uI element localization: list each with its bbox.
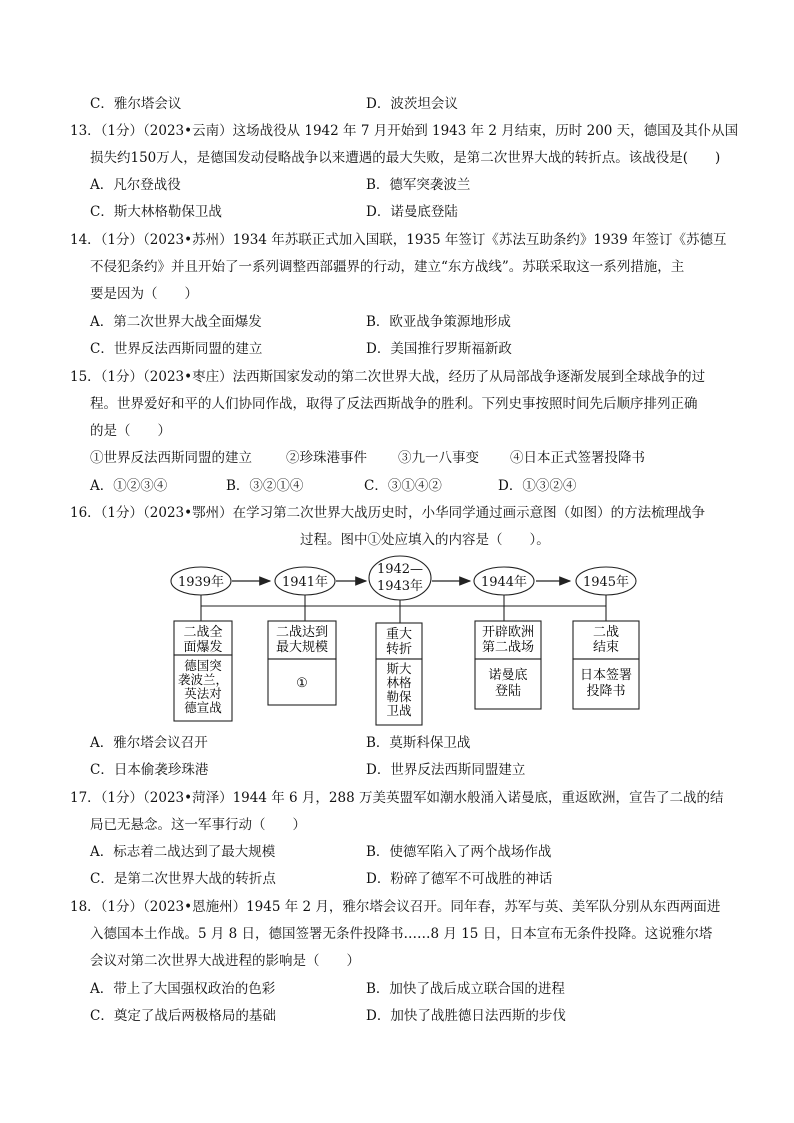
q16-option-a: A．雅尔塔会议召开 [90,735,208,751]
box-top-1944-l2: 第二战场 [481,640,535,655]
box-top-1939-l2: 面爆发 [183,640,223,655]
box-top-1941-l2: 最大规模 [275,640,329,655]
q15-event-items [90,448,645,468]
box-bottom-1942-l2: 林格 [386,675,412,690]
box-bottom-1945-l1: 日本签署 [579,668,633,683]
q15-event-3: ③九一八事变 [398,450,479,466]
box-bottom-1939-l4: 德宣战 [184,700,222,715]
q17-option-b: B．使德军陷入了两个战场作战 [366,844,552,860]
q15-option-a: A．①②③④ [90,478,168,494]
q15-options-row [90,476,576,496]
q14-option-b: B．欧亚战争策源地形成 [366,314,511,330]
year-label-1939: 1939年 [177,575,225,590]
box-bottom-1942-l1: 斯大 [386,661,412,676]
q15-event-1: ①世界反法西斯同盟的建立 [90,450,252,466]
q15-event-2: ②珍珠港事件 [286,450,367,466]
box-bottom-1939-l1: 德国突 [184,658,222,673]
q18-stem-line2: 入德国本土作战。5 月 8 日，德国签署无条件投降书……8 月 15 日，日本宣布无条件投降。这说雅尔塔 [90,926,713,942]
q18-stem-line1: 18．（1分）（2023•恩施州）1945 年 2 月，雅尔塔会议召开。同年春，苏军与英、美军队分别从东西两面进 [70,899,721,915]
year-label-1941: 1941年 [281,575,329,590]
q18-option-a: A．带上了大国强权政治的色彩 [90,981,276,997]
year-label-1942: 1942— [376,562,424,577]
box-top-1942-l1: 重大 [385,627,413,642]
q18-stem-line3: 会议对第二次世界大战进程的影响是（ ） [90,953,360,969]
q14-stem-line3: 要是因为（ ） [90,286,198,302]
q15-stem-line1: 15．（1分）（2023•枣庄）法西斯国家发动的第二次世界大战，经历了从局部战争逐渐发展到全球战争的过 [70,369,706,385]
q14-stem-line2: 不侵犯条约》并且开始了一系列调整西部疆界的行动，建立“东方战线”。苏联采取这一系列措施，主 [90,259,685,275]
q12-option-d: D．波茨坦会议 [366,96,458,112]
q15-stem-line3: 的是（ ） [90,423,171,439]
box-bottom-1944-l2: 登陆 [494,684,522,699]
q16-option-b: B．莫斯科保卫战 [366,735,471,751]
q14-option-a: A．第二次世界大战全面爆发 [90,314,262,330]
q16-option-d: D．世界反法西斯同盟建立 [366,762,526,778]
box-bottom-1945-l2: 投降书 [586,684,626,699]
year-label-1945: 1945年 [582,575,630,590]
box-top-1945-l1: 二战 [592,625,620,640]
box-top-1939-l1: 二战全 [183,625,223,640]
box-bottom-1941-blank: ① [296,676,308,691]
q16-stem-line2: 过程。图中①处应填入的内容是（ ）。 [300,532,550,548]
box-top-1944-l1: 开辟欧洲 [481,625,535,640]
q13-stem-line1: 13．（1分）（2023•云南）这场战役从 1942 年 7 月开始到 1943 年 2 月结束，历时 200 天，德国及其仆从国 [70,123,739,139]
box-bottom-1944-l1: 诺曼底 [488,668,528,683]
q15-option-b: B．③②①④ [226,478,304,494]
q16-stem-line1: 16．（1分）（2023•鄂州）在学习第二次世界大战历史时，小华同学通过画示意图（如图）的方法梳理战争 [70,505,706,521]
q13-stem-line2: 损失约150万人，是德国发动侵略战争以来遭遇的最大失败，是第二次世界大战的转折点。该战役是( ) [90,150,721,166]
war-timeline-diagram [0,555,794,730]
q17-option-c: C．是第二次世界大战的转折点 [90,871,276,887]
q18-option-c: C．奠定了战后两极格局的基础 [90,1008,276,1024]
q15-event-4: ④日本正式签署投降书 [510,450,645,466]
q14-stem-line1: 14．（1分）（2023•苏州）1934 年苏联正式加入国联，1935 年签订《苏法互助条约》1939 年签订《苏德互 [70,232,727,248]
box-bottom-1939-l3: 英法对 [184,686,222,701]
q15-stem-line2: 程。世界爱好和平的人们协同作战，取得了反法西斯战争的胜利。下列史事按照时间先后顺序排列正确 [90,396,698,412]
box-bottom-1942-l3: 勒保 [386,689,412,704]
q13-option-b: B．德军突袭波兰 [366,177,471,193]
box-top-1942-l2: 转折 [385,642,413,657]
box-top-1941-l1: 二战达到 [275,625,329,640]
q14-option-c: C．世界反法西斯同盟的建立 [90,341,263,357]
year-label-1943: 1943年 [376,579,424,594]
q15-option-d: D．①③②④ [498,478,577,494]
q18-option-d: D．加快了战胜德日法西斯的步伐 [366,1008,566,1024]
q12-option-c: C．雅尔塔会议 [90,96,182,112]
year-label-1944: 1944年 [480,575,528,590]
q17-stem-line1: 17．（1分）（2023•菏泽）1944 年 6 月，288 万美英盟军如潮水般涌入诺曼底，重返欧洲，宣告了二战的结 [70,790,724,806]
q17-option-a: A．标志着二战达到了最大规模 [90,844,276,860]
q13-option-c: C．斯大林格勒保卫战 [90,204,222,220]
q16-option-c: C．日本偷袭珍珠港 [90,762,209,778]
q13-option-d: D．诺曼底登陆 [366,204,458,220]
box-bottom-1939-l2: 袭波兰， [177,672,229,687]
q15-option-c: C．③①④② [364,478,442,494]
q13-option-a: A．凡尔登战役 [90,177,181,193]
q17-option-d: D．粉碎了德军不可战胜的神话 [366,871,553,887]
q14-option-d: D．美国推行罗斯福新政 [366,341,512,357]
q17-stem-line2: 局已无悬念。这一军事行动（ ） [90,817,306,833]
box-bottom-1942-l4: 卫战 [386,703,412,718]
box-top-1945-l2: 结束 [592,640,620,655]
q18-option-b: B．加快了战后成立联合国的进程 [366,981,565,997]
